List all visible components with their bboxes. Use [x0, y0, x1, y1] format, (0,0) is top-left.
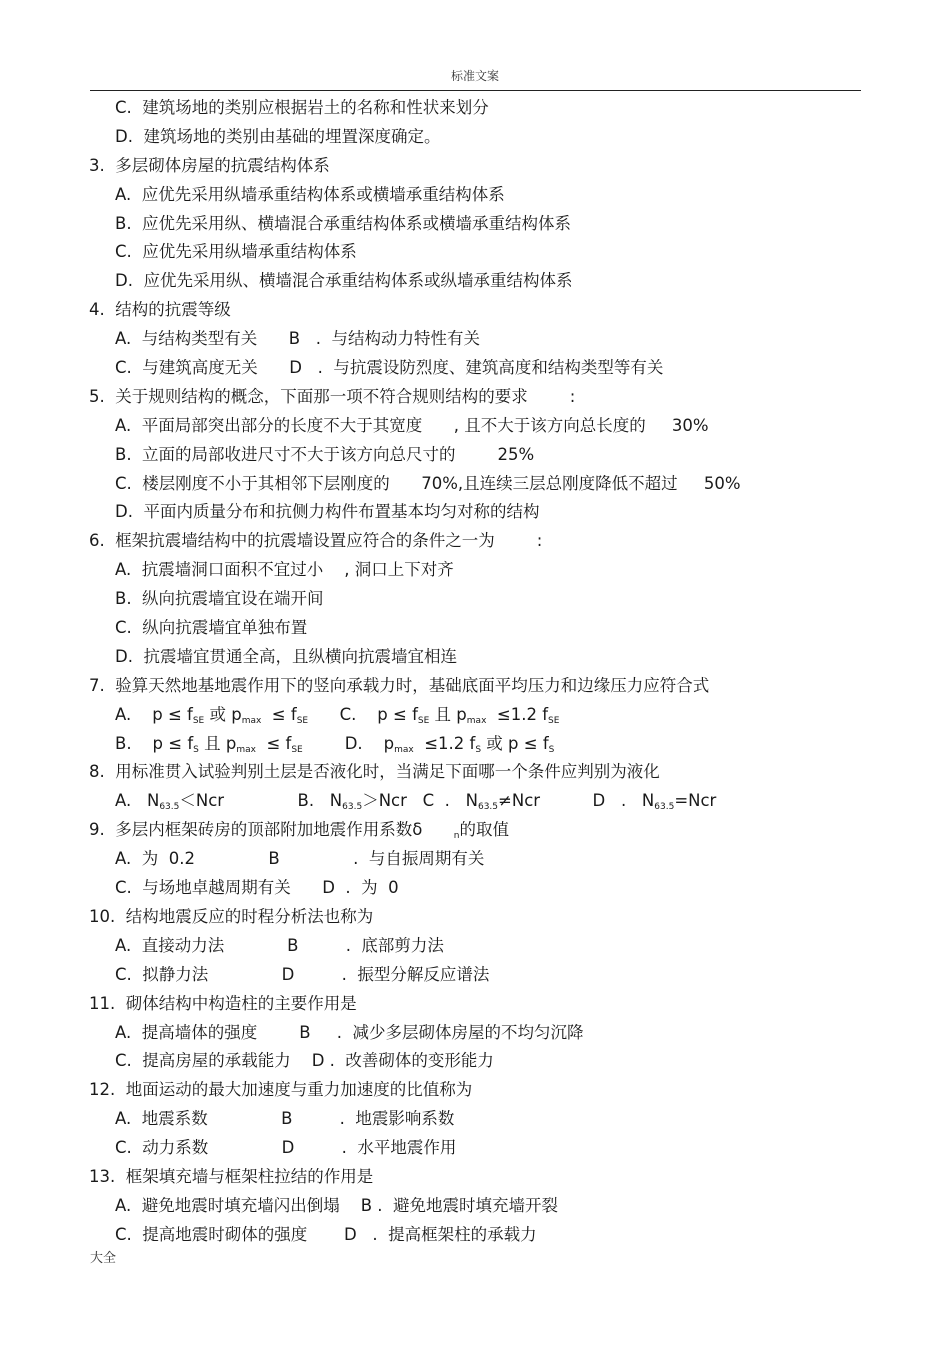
answer-option: C. 应优先采用纵墙承重结构体系: [115, 242, 357, 262]
answer-option: A. 平面局部突出部分的长度不大于其宽度 , 且不大于该方向总长度的 30%: [115, 415, 709, 435]
answer-option: A. 避免地震时填充墙闪出倒塌 B . 避免地震时填充墙开裂: [115, 1195, 559, 1215]
answer-option: C. 纵向抗震墙宜单独布置: [115, 618, 308, 638]
answer-option: C. 提高地震时砌体的强度 D . 提高框架柱的承载力: [115, 1224, 537, 1244]
answer-option: B. $p \le f_S$ 且 $p_{max} \le f_{SE}$ D. $p_{max} \le 1.2$ $f_S$ 或 $p \le f_S$: [115, 733, 555, 755]
answer-option: A. 应优先采用纵墙承重结构体系或横墙承重结构体系: [115, 184, 505, 204]
page-header: 标准文案: [450, 69, 499, 83]
answer-option: B. 纵向抗震墙宜设在端开间: [115, 589, 324, 609]
question-stem: 6. 框架抗震墙结构中的抗震墙设置应符合的条件之一为 :: [89, 531, 543, 551]
answer-option: A. 抗震墙洞口面积不宜过小 , 洞口上下对齐: [115, 560, 454, 580]
answer-option: C. 拟静力法 D . 振型分解反应谱法: [115, 964, 490, 984]
answer-option: A. 提高墙体的强度 B . 减少多层砌体房屋的不均匀沉降: [115, 1022, 584, 1042]
question-stem: 3. 多层砌体房屋的抗震结构体系: [89, 155, 330, 175]
header-divider: [90, 90, 861, 91]
answer-option: B. 立面的局部收进尺寸不大于该方向总尺寸的 25%: [115, 444, 535, 464]
question-stem: 5. 关于规则结构的概念，下面那一项不符合规则结构的要求 :: [89, 386, 576, 406]
question-stem: 13. 框架填充墙与框架柱拉结的作用是: [89, 1166, 374, 1186]
question-stem: 4. 结构的抗震等级: [89, 300, 231, 320]
question-stem: 8. 用标准贯入试验判别土层是否液化时，当满足下面哪一个条件应判别为液化: [89, 762, 660, 782]
answer-option: C. 与建筑高度无关 D . 与抗震设防烈度、建筑高度和结构类型等有关: [115, 358, 664, 378]
page-footer: 大全: [90, 1251, 117, 1266]
question-stem: 12. 地面运动的最大加速度与重力加速度的比值称为: [89, 1080, 473, 1100]
answer-option: A. $N_{63.5}<Ncr$ B. $N_{63.5}>Ncr$ C . $N_{63.5}\ne Ncr$ D . $N_{63.5}=Ncr$: [115, 791, 717, 813]
question-list: [0, 94, 950, 1250]
question-stem: 9. 多层内框架砖房的顶部附加地震作用系数δ $_n$的取值: [89, 820, 510, 842]
answer-option: C. 楼层刚度不小于其相邻下层刚度的 70%,且连续三层总刚度降低不超过 50%: [115, 473, 741, 493]
answer-option: A. 直接动力法 B . 底部剪力法: [115, 935, 444, 955]
answer-option: A. 与结构类型有关 B . 与结构动力特性有关: [115, 329, 480, 349]
question-stem: 10. 结构地震反应的时程分析法也称为: [89, 906, 374, 926]
question-stem: 7. 验算天然地基地震作用下的竖向承载力时，基础底面平均压力和边缘压力应符合式: [89, 675, 710, 695]
answer-option: C. 提高房屋的承载能力 D . 改善砌体的变形能力: [115, 1051, 494, 1071]
answer-option: C. 与场地卓越周期有关 D . 为 0: [115, 878, 399, 898]
answer-option: A. $p \le f_{SE}$ 或 $p_{max} \le f_{SE}$ C. $p \le f_{SE}$ 且 $p_{max} \le 1.2$ $f_{SE}$: [115, 704, 560, 726]
question-stem: 11. 砌体结构中构造柱的主要作用是: [89, 993, 357, 1013]
answer-option: D. 抗震墙宜贯通全高，且纵横向抗震墙宜相连: [115, 646, 457, 666]
answer-option: D. 平面内质量分布和抗侧力构件布置基本均匀对称的结构: [115, 502, 540, 522]
answer-option: B. 应优先采用纵、横墙混合承重结构体系或横墙承重结构体系: [115, 213, 572, 233]
answer-option: C. 建筑场地的类别应根据岩土的名称和性状来划分: [115, 98, 489, 117]
answer-option: D. 建筑场地的类别由基础的埋置深度确定。: [115, 126, 441, 146]
answer-option: C. 动力系数 D . 水平地震作用: [115, 1138, 457, 1158]
answer-option: D. 应优先采用纵、横墙混合承重结构体系或纵墙承重结构体系: [115, 271, 573, 291]
answer-option: A. 为 0.2 B . 与自振周期有关: [115, 849, 485, 869]
answer-option: A. 地震系数 B . 地震影响系数: [115, 1109, 455, 1129]
